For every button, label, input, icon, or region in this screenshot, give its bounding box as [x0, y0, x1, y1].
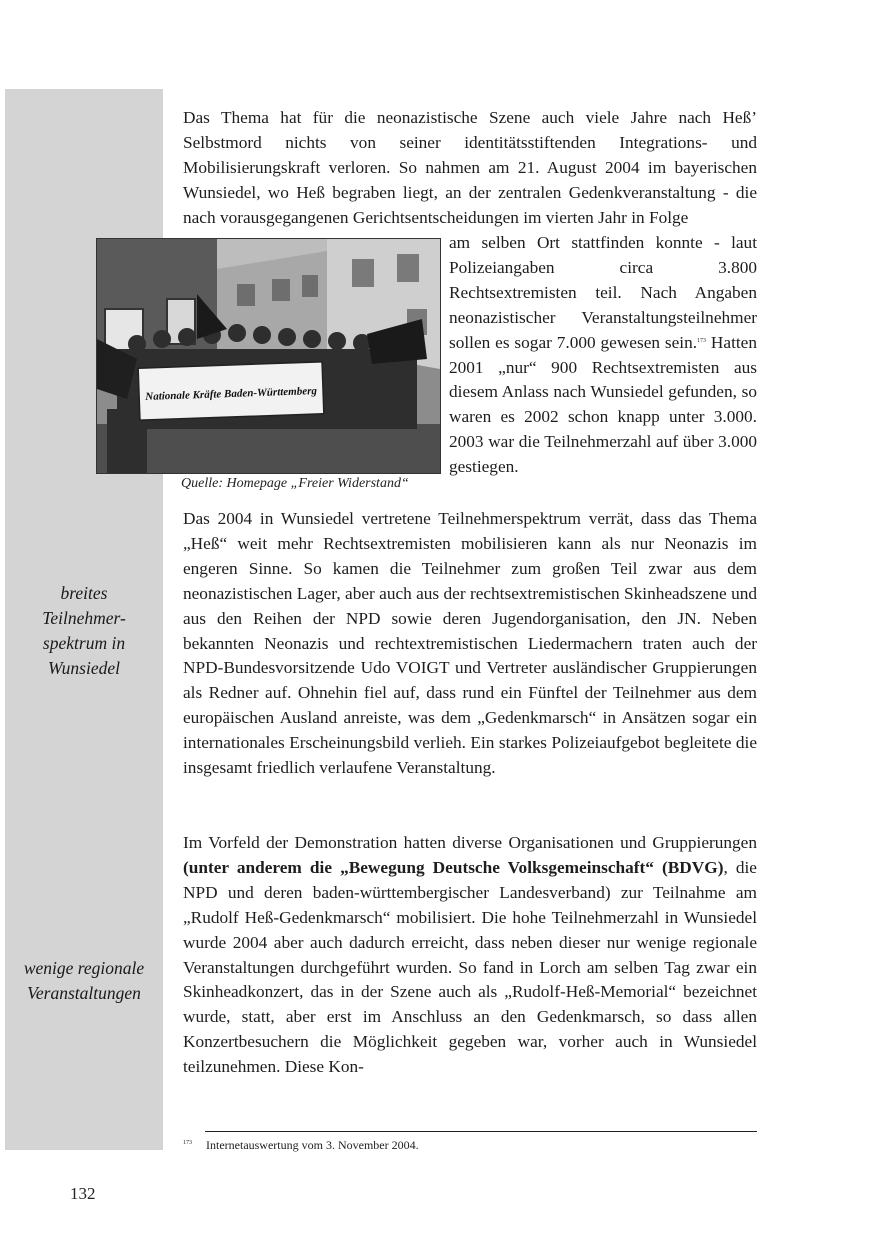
margin-note-line: breites: [60, 583, 108, 603]
figure-caption: Quelle: Homepage „Freier Widerstand“: [181, 476, 409, 491]
paragraph-3-text-cont: , die NPD und deren baden-württembergischer Landesverband) zur Teilnahme am „Rudolf Heß-Gedenkmarsch“ mobilisiert. Die hohe Teilnehmerzahl in Wunsiedel wurde 2004 aber auch dadurch erreicht, dass neben dieser nur wenige regionale Veranstaltungen durchgeführt wurden. So fand in Lorch am selben Tag zwar ein Skinheadkonzert, das in der Szene auch als „Rudolf-Heß-Memorial“ bezeichnet wurde, statt, aber erst im Anschluss an den Gedenkmarsch, so dass allen Konzertbesuchern die Möglichkeit gegeben war, vorher auch in Wunsiedel teilzunehmen. Diese Kon-: [183, 857, 757, 1077]
margin-note-line: Teilnehmer-: [42, 608, 126, 628]
margin-note-line: Veranstaltungen: [27, 983, 141, 1003]
footnote: [183, 1138, 419, 1153]
demonstration-photo: [96, 238, 441, 474]
paragraph-1-lead: Das Thema hat für die neonazistische Szene auch viele Jahre nach Heß’ Selbstmord nichts von seiner identitätsstiftenden Integrations- und Mobilisierungskraft verloren. So nahmen am 21. August 2004 im bayerischen Wunsiedel, wo Heß begraben liegt, an der zentralen Gedenkveranstaltung - die nach vorausgegangenen Gerichtsentscheidungen im vierten Jahr in Folge: [183, 108, 757, 227]
paragraph-3-text: Im Vorfeld der Demonstration hatten diverse Organisationen und Gruppierungen: [183, 833, 757, 852]
footnote-reference[interactable]: 173: [697, 337, 707, 344]
margin-note-regionale-veranstaltungen: [8, 956, 160, 1006]
footnote-divider: [205, 1131, 757, 1132]
margin-note-teilnehmerspektrum: [8, 581, 160, 681]
paragraph-3: [183, 831, 757, 1080]
margin-note-line: wenige regionale: [23, 958, 145, 978]
paragraph-1-text: am selben Ort stattfinden konnte - laut Polizeiangaben circa 3.800 Rechtsextremisten teil. Nach Angaben neonazistischer Veranstaltungsteilnehmer sollen es sogar 7.000 gewesen sein.: [449, 233, 757, 352]
margin-note-line: spektrum in: [42, 633, 126, 653]
paragraph-1-wrap: [449, 231, 757, 480]
paragraph-1-text-cont: Hatten 2001 „nur“ 900 Rechtsextremisten aus diesem Anlass nach Wunsiedel gefunden, so waren es 2002 schon knapp unter 3.000. 2003 war die Teilnehmerzahl auf über 3.000 gestiegen.: [449, 332, 757, 477]
page-number: 132: [70, 1184, 96, 1203]
paragraph-3-bold-text: (unter anderem die „Bewegung Deutsche Volksgemeinschaft“ (BDVG): [183, 857, 724, 877]
footnote-text: Internetauswertung vom 3. November 2004.: [206, 1138, 419, 1152]
margin-note-line: Wunsiedel: [48, 658, 120, 678]
banner-text: Nationale Kräfte Baden-Württemberg: [145, 385, 318, 403]
paragraph-2: Das 2004 in Wunsiedel vertretene Teilnehmerspektrum verrät, dass das Thema „Heß“ weit mehr Rechtsextremisten mobilisieren kann als nur Neonazis im engeren Sinne. So kamen die Teilnehmer zum großen Teil zwar aus dem neonazistischen Lager, aber auch aus der rechtsextremistischen Skinheadszene und aus den Reihen der NPD sowie deren Jugendorganisation, den JN. Neben bekannten Neonazis und rechtextremistischen Liedermachern traten auch der NPD-Bundesvorsitzende Udo VOIGT und Vertreter ausländischer Gruppierungen als Redner auf. Ohnehin fiel auf, dass rund ein Fünftel der Teilnehmer aus dem europäischen Ausland anreiste, was dem „Gedenkmarsch“ in Ansätzen sogar ein internationales Erscheinungsbild verlieh. Ein starkes Polizeiaufgebot begleitete die insgesamt friedlich verlaufene Veranstaltung.: [183, 509, 757, 778]
footnote-number: 173: [183, 1140, 192, 1146]
